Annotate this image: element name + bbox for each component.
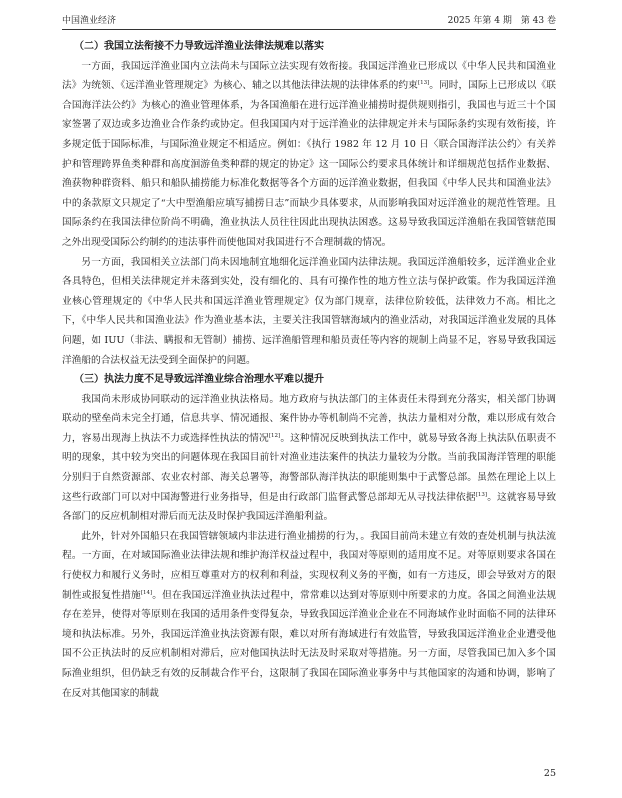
paragraph-text: 另一方面，我国相关立法部门尚未因地制宜地细化远洋渔业国内法律法规。我国远洋渔船较多，远洋渔业企业各具特色，但相关法律规定并未落到实处，没有细化的、具有可操作性的地方性立法与保护政策。作为我国远洋渔业核心管理规定的《中华人民共和国远洋渔业管理规定》仅为部门规章，法律位阶较低，法律效力不高。相比之下，《中华人民共和国渔业法》作为渔业基本法，主要关注我国管辖海域内的渔业活动，对我国远洋渔业发展的具体问题，如 IUU（非法、瞒报和无管制）捕捞、远洋渔船管理和船员责任等内容的规制上尚显不足，容易导致我国远洋渔船的合法权益无法受到全面保护的问题。 [62,256,556,366]
paragraph-text: 此外，针对外国船只在我国管辖领域内非法进行渔业捕捞的行为，。我国目前尚未建立有效的查处机制与执法流程。一方面，在对域国际渔业法律法规和维护海洋权益过程中，我国对等原则的适用度不足。对等原则要求各国在行使权力和履行义务时，应相互尊重对方的权利和利益，实现权利义务的平衡，如有一方违反，即会导致对方的限制性或报复性措施 [62,530,556,601]
page-number: 25 [543,768,556,779]
paragraph-text: 。同时，国际上已形成以《联合国海洋法公约》为核心的渔业管理体系，为各国渔船在进行远洋渔业捕捞时提供规则指引，我国也与近三十个国家签署了双边或多边渔业合作条约或协定。但我国国内对于远洋渔业的法律规定并未与国际条约实现有效衔接，许多规定低于国际标准，与国际渔业规定不相适应。例如：《执行 1982 年 12 月 10 日〈联合国海洋法公约〉有关养护和管理跨界鱼类种群和高度洄游鱼类种群的规定的协定》这一国际公约要求具体统计和详细规范包括作业数据、渔获物种群资料、船只和船队捕捞能力标准化数据等各个方面的远洋渔业数据，但我国《中华人民共和国渔业法》中的条款原文只规定了“大中型渔船应填写捕捞日志”而缺少具体要求，从而影响我国对远洋渔业的规范性管理。且国际条约在我国法律位阶尚不明确，渔业执法人员往往因此出现执法困惑。这易导致我国远洋渔船在我国管辖范围之外出现受国际公约制约的违法事件而使他国对我国进行不合理制裁的情况。 [62,80,556,248]
body-paragraph [62,57,556,253]
running-header [62,13,556,26]
issue-info: 2025 年第 4 期 第 43 卷 [447,16,556,26]
citation-ref: [13] [417,80,430,87]
citation-ref: [13] [475,491,488,498]
body-paragraph [62,253,556,371]
paragraph-text: 。但在我国远洋渔业执法过程中，常常难以达到对等原则中所要求的力度。各国之间渔业法规存在差异，使得对等原则在我国的适用条件变得复杂，导致我国远洋渔业企业在不同海域作业时面临不同的法律环境和执法标准。另外，我国远洋渔业执法资源有限，难以对所有海域进行有效监管，导致我国远洋渔业企业遭受他国不公正执法时的反应机制相对滞后，应对他国执法时无法及时采取对等措施。另一方面，尽管我国已加入多个国际渔业组织，但仍缺乏有效的反制裁合作平台，这限制了我国在国际渔业事务中与其他国家的沟通和协调，影响了在反对其他国家的制裁 [62,589,557,699]
body-paragraph [62,527,556,703]
paragraph-text: 一方面，我国远洋渔业国内立法尚未与国际立法实现有效衔接。我国远洋渔业已形成以《中华人民共和国渔业法》为统领、《远洋渔业管理规定》为核心、辅之以其他法律法规的法律体系的约束 [62,60,556,92]
citation-ref: [14] [140,589,153,596]
paragraph-text: 。这种情况反映到执法工作中，就易导致各海上执法队伍职责不明的现象，其中较为突出的问题体现在我国目前针对渔业违法案件的执法力量较为分散。当前我国海洋管理的职能分别归于自然资源部、农业农村部、海关总署等，海警部队海洋执法的职能则集中于武警总部。虽然在理论上以上这些行政部门可以对中国海警进行业务指导，但是由行政部门监督武警总部却无从寻找法律依据 [62,432,557,503]
section-heading-3: （三）执法力度不足导致远洋渔业综合治理水平难以提升 [74,374,324,386]
section-heading-2: （二）我国立法衔接不力导致远洋渔业法律法规难以落实 [74,41,324,52]
paragraph-text: 我国尚未形成协同联动的远洋渔业执法格局。地方政府与执法部门的主体责任未得到充分落实，相关部门协调联动的壁垒尚未完全打通，信息共享、情况通报、案件协办等机制尚不完善，执法力量相对分散，难以形成有效合力，容易出现海上执法不力或选择性执法的情况 [62,393,556,444]
citation-ref: [12] [268,432,281,439]
article-body [62,37,556,703]
journal-name: 中国渔业经济 [62,16,117,26]
paragraph-text: 。这就容易导致各部门的反应机制相对滞后而无法及时保护我国远洋渔船利益。 [62,491,557,523]
header-divider [62,29,556,30]
body-paragraph [62,390,556,527]
